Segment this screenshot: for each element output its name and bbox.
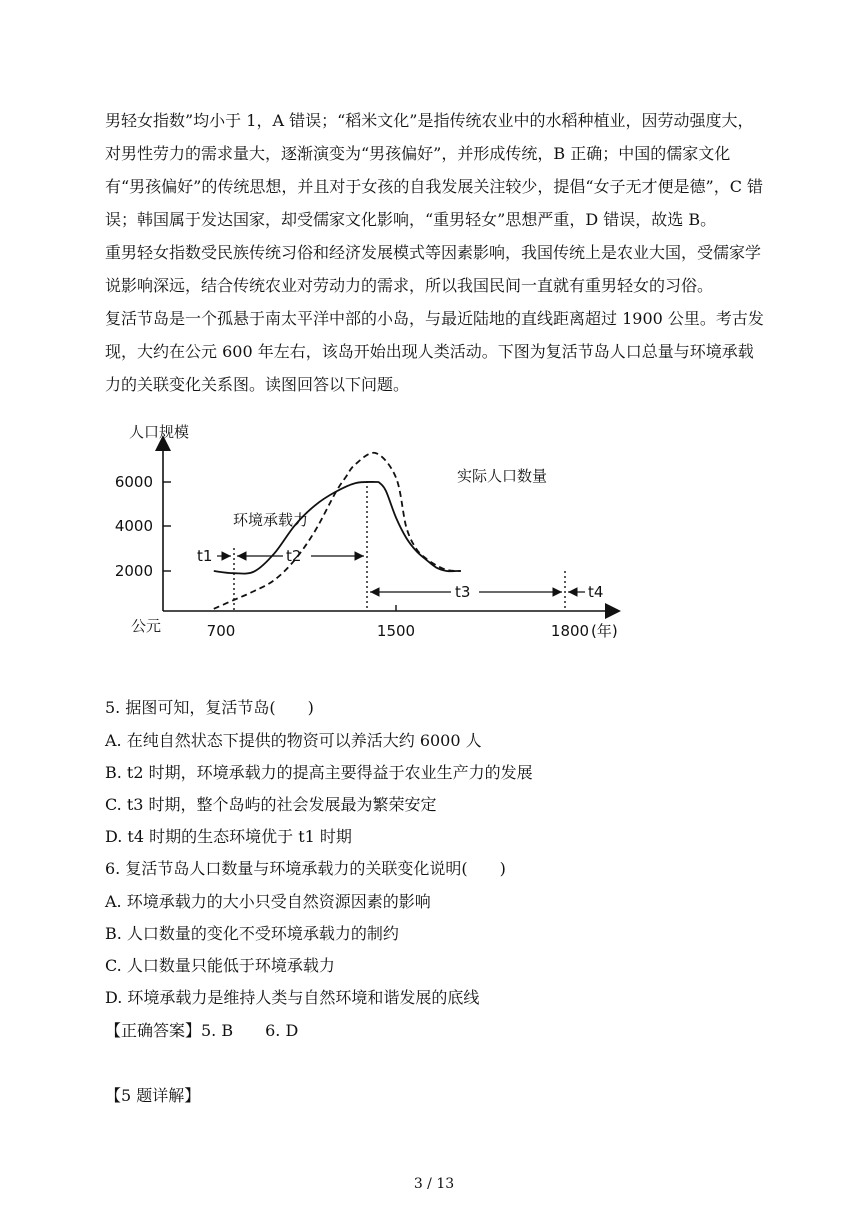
period-markers bbox=[197, 481, 603, 611]
question-6-option-a: A. 环境承载力的大小只受自然资源因素的影响 bbox=[105, 892, 431, 911]
answer-line: 【正确答案】5. B 6. D bbox=[105, 1021, 299, 1040]
y-tick-label-2000: 2000 bbox=[114, 562, 153, 580]
y-tick-label-6000: 6000 bbox=[114, 473, 153, 491]
question-6-option-b: B. 人口数量的变化不受环境承载力的制约 bbox=[105, 924, 399, 943]
question-5-option-a: A. 在纯自然状态下提供的物资可以养活大约 6000 人 bbox=[105, 731, 482, 750]
question-6-option-c: C. 人口数量只能低于环境承载力 bbox=[105, 956, 335, 975]
y-axis-label: 人口规模 bbox=[129, 423, 190, 441]
x-axis-unit-label: (年) bbox=[591, 622, 618, 640]
series-label-actual-population: 实际人口数量 bbox=[457, 467, 548, 485]
population-chart bbox=[105, 415, 625, 650]
actual-population-line bbox=[214, 453, 461, 609]
intro-paragraph-1: 男轻女指数”均小于 1，A 错误；“稻米文化”是指传统农业中的水稻种植业，因劳动强度大，对男性劳力的需求量大，逐渐演变为“男孩偏好”，并形成传统，B 正确；中国的儒家文化有“男孩偏好”的传统思想，并且对于女孩的自我发展关注较少，提倡“女子无才便是德”，C 错误；韩国属于发达国家，却受儒家文化影响，“重男轻女”思想严重，D 错误，故选 B。 bbox=[105, 111, 764, 229]
question-5-option-c: C. t3 时期，整个岛屿的社会发展最为繁荣安定 bbox=[105, 795, 437, 814]
question-5-option-d: D. t4 时期的生态环境优于 t1 时期 bbox=[105, 827, 352, 846]
x-origin-label: 公元 bbox=[131, 617, 162, 635]
question-6-stem: 6. 复活节岛人口数量与环境承载力的关联变化说明( ) bbox=[105, 859, 506, 878]
x-tick-label-700: 700 bbox=[206, 622, 236, 640]
page-number: 3 / 13 bbox=[413, 1176, 455, 1192]
detail-heading: 【5 题详解】 bbox=[105, 1086, 201, 1105]
x-tick-label-1800: 1800 bbox=[550, 622, 590, 640]
intro-paragraph-3: 复活节岛是一个孤悬于南太平洋中部的小岛，与最近陆地的直线距离超过 1900 公里。考古发现，大约在公元 600 年左右，该岛开始出现人类活动。下图为复活节岛人口总量与环境承载力的关联变化关系图。读图回答以下问题。 bbox=[105, 309, 764, 394]
intro-paragraph-2: 重男轻女指数受民族传统习俗和经济发展模式等因素影响，我国传统上是农业大国，受儒家学说影响深远，结合传统农业对劳动力的需求，所以我国民间一直就有重男轻女的习俗。 bbox=[105, 243, 762, 295]
question-5-stem: 5. 据图可知，复活节岛( ) bbox=[105, 698, 314, 717]
x-tick-label-1500: 1500 bbox=[376, 622, 416, 640]
question-5-option-b: B. t2 时期，环境承载力的提高主要得益于农业生产力的发展 bbox=[105, 763, 533, 782]
t2-label: t2 bbox=[286, 547, 302, 565]
question-6-option-d: D. 环境承载力是维持人类与自然环境和谐发展的底线 bbox=[105, 988, 480, 1007]
y-tick-label-4000: 4000 bbox=[114, 517, 153, 535]
t3-label: t3 bbox=[455, 583, 471, 601]
series-label-carrying-capacity: 环境承载力 bbox=[233, 511, 309, 529]
t4-label: t4 bbox=[588, 583, 604, 601]
t1-label: t1 bbox=[197, 547, 213, 565]
